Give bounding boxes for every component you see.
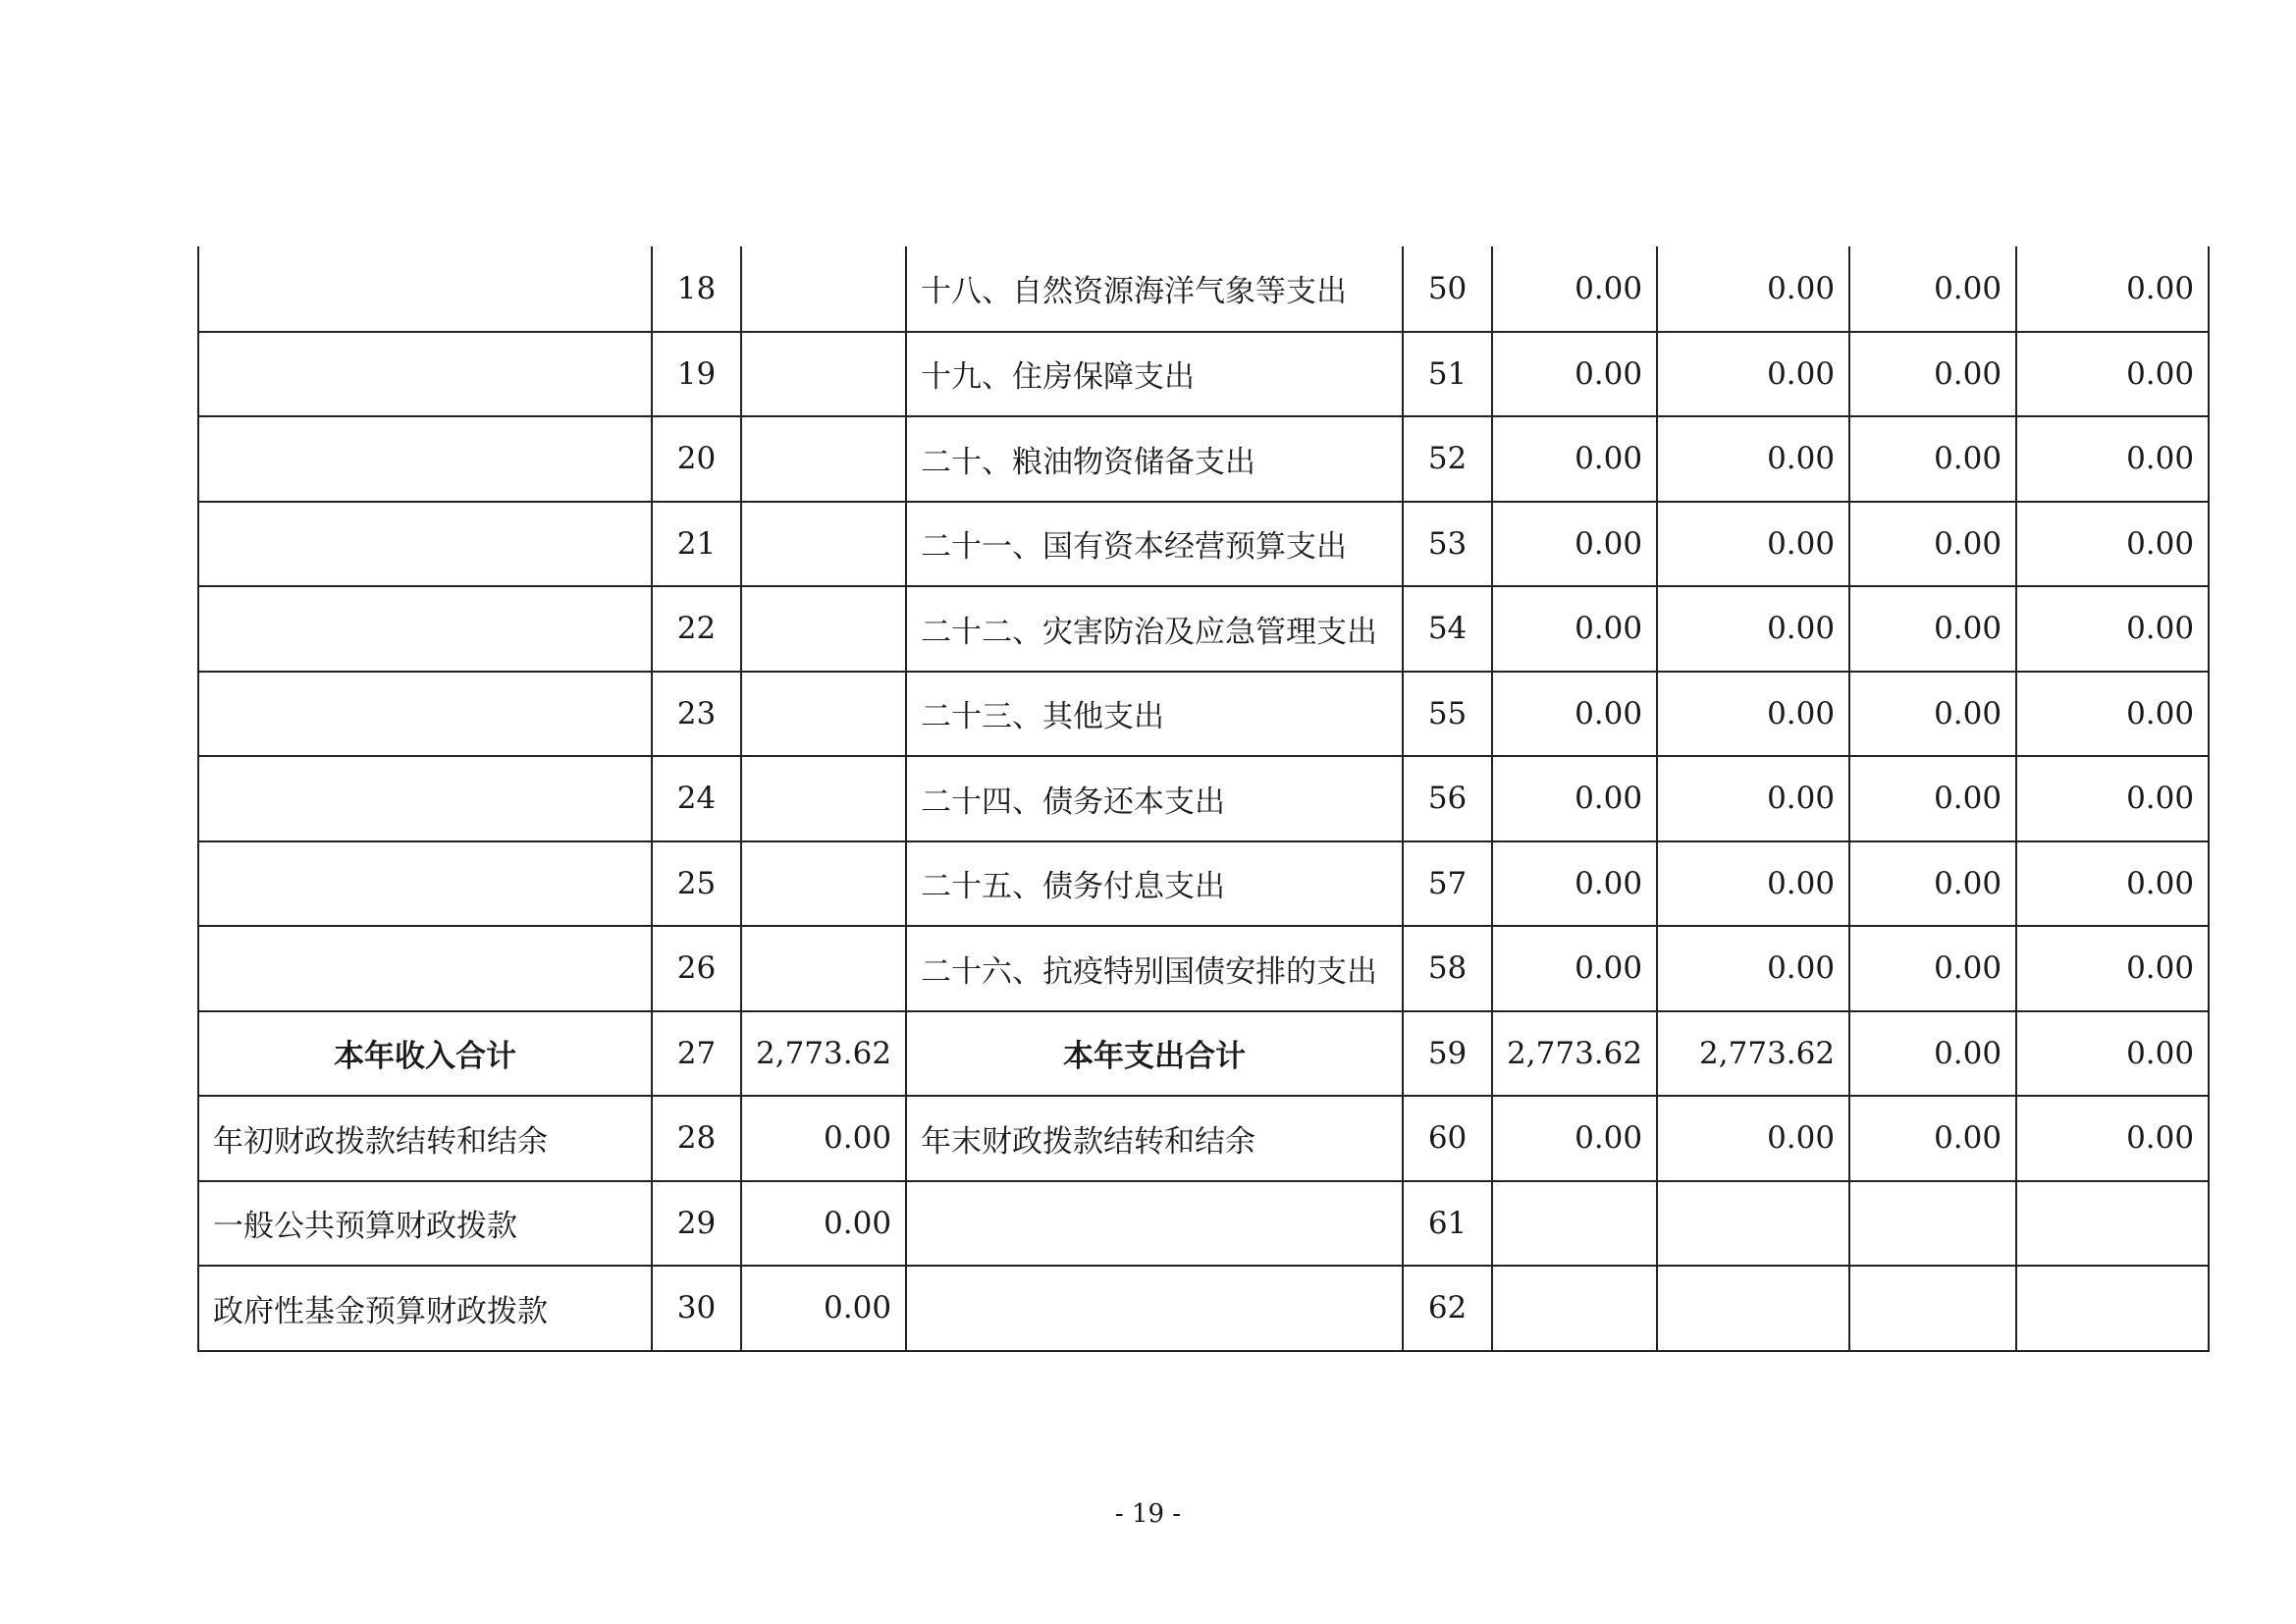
expense-row-number: 57 [1403,841,1492,927]
expense-row-number: 56 [1403,756,1492,841]
amount-col-1: 0.00 [1492,416,1657,502]
expense-row-number: 58 [1403,926,1492,1011]
amount-col-1: 0.00 [1492,586,1657,672]
expense-item-cell: 二十三、其他支出 [906,672,1403,757]
expense-item-cell [906,1266,1403,1351]
income-row-number: 25 [652,841,741,927]
expense-item-cell: 十八、自然资源海洋气象等支出 [906,246,1403,332]
expense-item-cell: 十九、住房保障支出 [906,332,1403,417]
budget-table [197,246,2210,1352]
table-row [198,332,2209,417]
expense-row-number: 53 [1403,502,1492,587]
amount-col-2: 0.00 [1657,1096,1849,1181]
amount-col-3: 0.00 [1849,416,2016,502]
amount-col-3: 0.00 [1849,332,2016,417]
amount-col-2: 0.00 [1657,756,1849,841]
income-amount-cell [741,926,906,1011]
total-row [198,1011,2209,1097]
expense-item-cell: 二十五、债务付息支出 [906,841,1403,927]
expense-row-number: 59 [1403,1011,1492,1097]
income-total-label: 本年收入合计 [198,1011,652,1097]
income-amount-cell: 0.00 [741,1096,906,1181]
income-total-amount: 2,773.62 [741,1011,906,1097]
amount-col-2: 0.00 [1657,586,1849,672]
expense-item-cell: 二十、粮油物资储备支出 [906,416,1403,502]
income-amount-cell [741,416,906,502]
income-item-cell [198,672,652,757]
expense-item-cell: 二十六、抗疫特别国债安排的支出 [906,926,1403,1011]
amount-col-4: 0.00 [2016,502,2209,587]
amount-col-1: 0.00 [1492,246,1657,332]
amount-col-4: 0.00 [2016,926,2209,1011]
amount-col-3: 0.00 [1849,1011,2016,1097]
amount-col-4: 0.00 [2016,332,2209,417]
amount-col-1: 0.00 [1492,756,1657,841]
amount-col-3 [1849,1181,2016,1267]
income-row-number: 30 [652,1266,741,1351]
page-number: - 19 - [1114,1499,1182,1529]
amount-col-3: 0.00 [1849,841,2016,927]
amount-col-1: 0.00 [1492,502,1657,587]
income-row-number: 18 [652,246,741,332]
amount-col-2: 0.00 [1657,502,1849,587]
income-amount-cell: 0.00 [741,1181,906,1267]
income-amount-cell [741,246,906,332]
amount-col-1: 0.00 [1492,1096,1657,1181]
expense-item-cell: 二十一、国有资本经营预算支出 [906,502,1403,587]
income-amount-cell [741,332,906,417]
income-item-cell [198,841,652,927]
amount-col-2: 0.00 [1657,926,1849,1011]
expense-item-cell: 年末财政拨款结转和结余 [906,1096,1403,1181]
amount-col-3: 0.00 [1849,502,2016,587]
income-amount-cell [741,756,906,841]
income-amount-cell [741,586,906,672]
amount-col-4: 0.00 [2016,246,2209,332]
amount-col-4: 0.00 [2016,756,2209,841]
income-item-cell [198,586,652,672]
expense-row-number: 55 [1403,672,1492,757]
income-item-cell [198,926,652,1011]
income-row-number: 20 [652,416,741,502]
amount-col-2 [1657,1266,1849,1351]
income-amount-cell [741,502,906,587]
expense-row-number: 54 [1403,586,1492,672]
amount-col-4: 0.00 [2016,1096,2209,1181]
income-amount-cell [741,841,906,927]
table-row [198,756,2209,841]
expense-item-cell: 二十二、灾害防治及应急管理支出 [906,586,1403,672]
amount-col-2: 2,773.62 [1657,1011,1849,1097]
income-item-cell [198,502,652,587]
amount-col-1: 0.00 [1492,841,1657,927]
table-row [198,586,2209,672]
income-item-cell [198,416,652,502]
amount-col-4: 0.00 [2016,1011,2209,1097]
income-amount-cell: 0.00 [741,1266,906,1351]
table-row [198,1266,2209,1351]
amount-col-1: 0.00 [1492,672,1657,757]
amount-col-3: 0.00 [1849,1096,2016,1181]
amount-col-2: 0.00 [1657,416,1849,502]
expense-item-cell: 二十四、债务还本支出 [906,756,1403,841]
amount-col-1: 0.00 [1492,926,1657,1011]
amount-col-4 [2016,1181,2209,1267]
income-row-number: 22 [652,586,741,672]
amount-col-2: 0.00 [1657,841,1849,927]
amount-col-3: 0.00 [1849,586,2016,672]
table-row [198,1181,2209,1267]
income-row-number: 24 [652,756,741,841]
amount-col-1: 2,773.62 [1492,1011,1657,1097]
amount-col-3 [1849,1266,2016,1351]
table-row [198,246,2209,332]
table-row [198,502,2209,587]
amount-col-2: 0.00 [1657,672,1849,757]
amount-col-2: 0.00 [1657,246,1849,332]
amount-col-3: 0.00 [1849,926,2016,1011]
expense-row-number: 52 [1403,416,1492,502]
income-item-cell [198,756,652,841]
amount-col-4: 0.00 [2016,672,2209,757]
income-item-cell: 一般公共预算财政拨款 [198,1181,652,1267]
amount-col-3: 0.00 [1849,672,2016,757]
income-row-number: 26 [652,926,741,1011]
income-item-cell [198,246,652,332]
expense-row-number: 51 [1403,332,1492,417]
amount-col-4: 0.00 [2016,841,2209,927]
table-row [198,841,2209,927]
income-row-number: 27 [652,1011,741,1097]
income-row-number: 29 [652,1181,741,1267]
amount-col-1 [1492,1181,1657,1267]
income-row-number: 19 [652,332,741,417]
amount-col-2: 0.00 [1657,332,1849,417]
expense-row-number: 50 [1403,246,1492,332]
income-item-cell [198,332,652,417]
income-item-cell: 政府性基金预算财政拨款 [198,1266,652,1351]
amount-col-1 [1492,1266,1657,1351]
amount-col-1: 0.00 [1492,332,1657,417]
amount-col-4 [2016,1266,2209,1351]
table-row [198,416,2209,502]
table-row [198,672,2209,757]
expense-row-number: 60 [1403,1096,1492,1181]
amount-col-3: 0.00 [1849,246,2016,332]
income-row-number: 21 [652,502,741,587]
expense-row-number: 61 [1403,1181,1492,1267]
income-row-number: 28 [652,1096,741,1181]
income-item-cell: 年初财政拨款结转和结余 [198,1096,652,1181]
amount-col-3: 0.00 [1849,756,2016,841]
expense-total-label: 本年支出合计 [906,1011,1403,1097]
table-row [198,1096,2209,1181]
expense-item-cell [906,1181,1403,1267]
table-row [198,926,2209,1011]
expense-row-number: 62 [1403,1266,1492,1351]
income-amount-cell [741,672,906,757]
amount-col-4: 0.00 [2016,416,2209,502]
amount-col-2 [1657,1181,1849,1267]
income-row-number: 23 [652,672,741,757]
amount-col-4: 0.00 [2016,586,2209,672]
